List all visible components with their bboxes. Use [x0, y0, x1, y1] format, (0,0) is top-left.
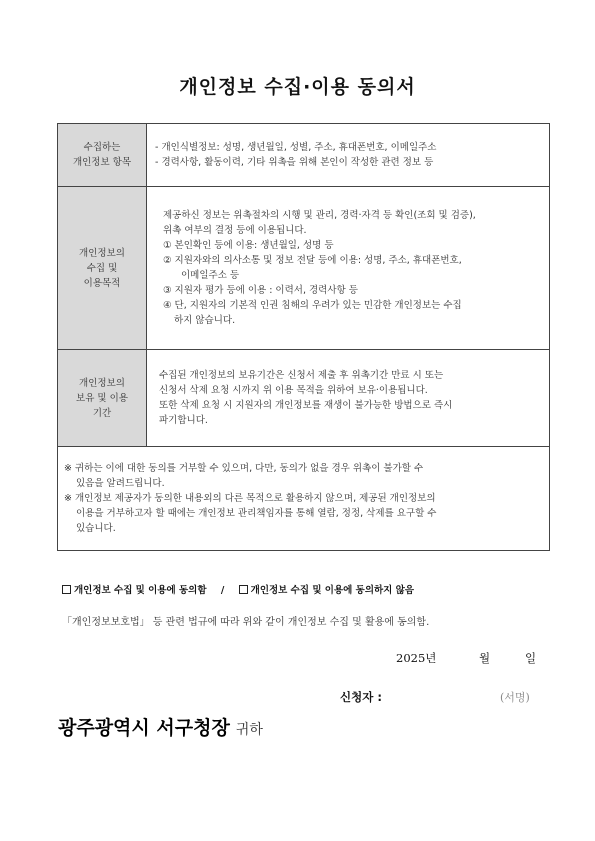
- applicant-label: 신청자 :: [340, 690, 382, 704]
- content-line: 위촉 여부의 결정 등에 이용됩니다.: [163, 225, 307, 236]
- content-line: 신청서 삭제 요청 시까지 위 이용 목적을 위하여 보유·이용됩니다.: [159, 385, 428, 396]
- row-label: [58, 124, 147, 187]
- content-line: ④ 단, 지원자의 기본적 인권 침해의 우려가 있는 민감한 개인정보는 수집: [163, 300, 462, 311]
- table-row: [58, 350, 550, 447]
- label-line: 개인정보의: [79, 377, 125, 389]
- label-line: 이용목적: [83, 277, 121, 289]
- table-row: [58, 124, 550, 187]
- content-line: 제공하신 정보는 위촉절차의 시행 및 관리, 경력·자격 등 확인(조회 및 검증),: [163, 210, 476, 221]
- notice-line: 이용을 거부하고자 할 때에는 개인정보 관리책임자를 통해 열람, 정정, 삭제를 요구할 수: [76, 508, 437, 519]
- label-line: 개인정보 항목: [72, 157, 132, 168]
- notice-line: ※ 개인정보 제공자가 동의한 내용외의 다른 목적으로 활용하지 않으며, 제공된 개인정보의: [64, 493, 436, 504]
- row-content: [147, 350, 550, 447]
- disagree-checkbox[interactable]: [239, 585, 248, 594]
- label-line: 수집하는: [83, 142, 121, 153]
- table-row: [58, 187, 550, 350]
- signature-field[interactable]: (서명): [500, 691, 530, 704]
- choice-separator: /: [220, 585, 225, 596]
- consent-info-table: [57, 123, 550, 551]
- label-line: 기간: [92, 407, 112, 419]
- date-day[interactable]: 일: [525, 651, 537, 665]
- notice-line: ※ 귀하는 이에 대한 동의를 거부할 수 있으며, 다만, 동의가 없을 경우 위촉이 불가할 수: [64, 463, 424, 474]
- content-line: 수집된 개인정보의 보유기간은 신청서 제출 후 위촉기간 만료 시 또는: [159, 370, 444, 381]
- addressee: [58, 713, 263, 740]
- content-line: - 경력사항, 활동이력, 기타 위촉을 위해 본인이 작성한 관련 정보 등: [155, 157, 434, 168]
- content-line: 파기합니다.: [159, 415, 208, 426]
- addressee-org: 광주광역시 서구청장: [58, 717, 230, 739]
- consent-choice: [62, 582, 542, 596]
- row-content: [147, 124, 550, 187]
- content-line: 또한 삭제 요청 시 지원자의 개인정보를 재생이 불가능한 방법으로 즉시: [159, 400, 453, 411]
- notice-line: 있음을 알려드립니다.: [76, 478, 165, 489]
- label-line: 개인정보의: [79, 247, 125, 259]
- content-line: 이메일주소 등: [181, 270, 240, 281]
- agree-label: 개인정보 수집 및 이용에 동의함: [74, 585, 207, 596]
- addressee-suffix: 귀하: [235, 722, 263, 738]
- disagree-label: 개인정보 수집 및 이용에 동의하지 않음: [250, 585, 415, 596]
- content-line: ③ 지원자 평가 등에 이용 : 이력서, 경력사항 등: [163, 285, 358, 296]
- content-line: 하지 않습니다.: [174, 315, 236, 326]
- law-statement: 「개인정보보호법」 등 관련 법규에 따라 위와 같이 개인정보 수집 및 활용에 동의함.: [62, 617, 430, 628]
- date-year[interactable]: 2025년: [396, 651, 437, 665]
- label-line: 보유 및 이용: [76, 392, 128, 404]
- content-line: - 개인식별정보: 성명, 생년월일, 성별, 주소, 휴대폰번호, 이메일주소: [155, 142, 437, 153]
- document-title: 개인정보 수집·이용 동의서: [179, 76, 416, 98]
- date-month[interactable]: 월: [479, 651, 491, 665]
- row-label: [58, 350, 147, 447]
- content-line: ② 지원자와의 의사소통 및 정보 전달 등에 이용: 성명, 주소, 휴대폰번호,: [163, 255, 462, 266]
- table-row: [58, 447, 550, 551]
- row-label: [58, 187, 147, 350]
- label-line: 수집 및: [86, 262, 118, 274]
- row-content: [147, 187, 550, 350]
- content-line: ① 본인확인 등에 이용: 생년월일, 성명 등: [163, 240, 334, 251]
- agree-checkbox[interactable]: [62, 585, 71, 594]
- notice-line: 있습니다.: [76, 523, 116, 534]
- notice-cell: [58, 447, 550, 551]
